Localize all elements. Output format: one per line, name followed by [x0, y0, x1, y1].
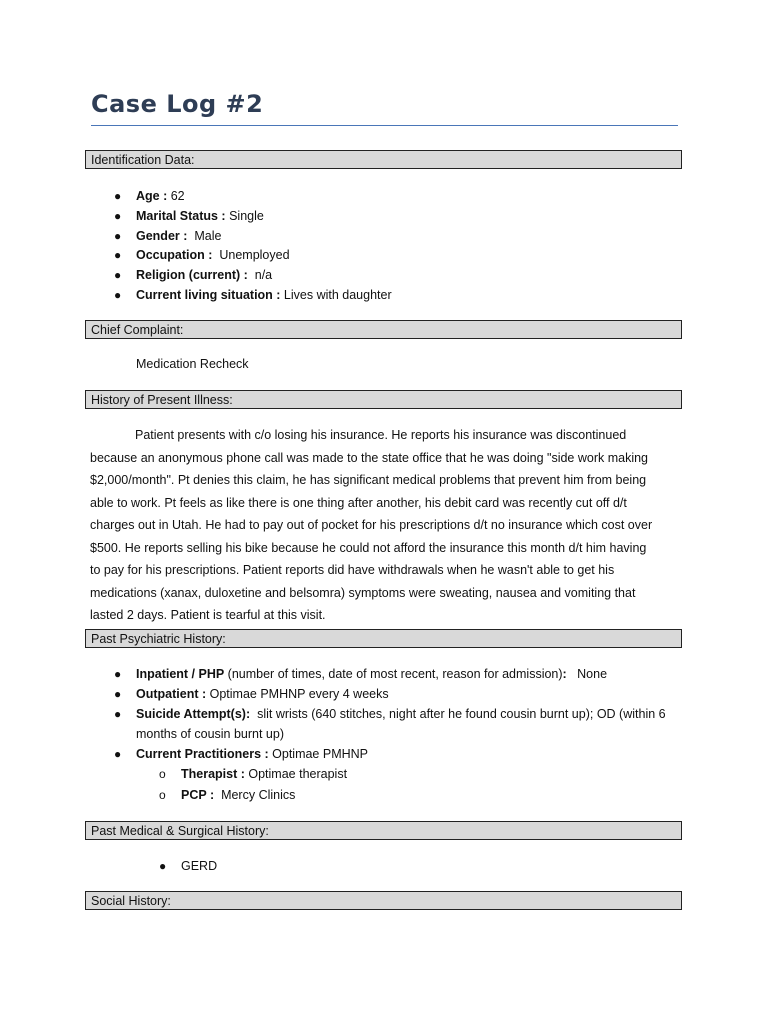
section-header-medical-history: Past Medical & Surgical History:: [85, 821, 682, 840]
bullet-icon: ●: [159, 859, 167, 873]
page-title: Case Log #2: [91, 90, 264, 118]
bullet-icon: ●: [114, 667, 122, 681]
list-item-gerd: ● GERD: [181, 856, 217, 876]
bullet-icon: ●: [114, 268, 122, 282]
bullet-icon: ●: [114, 248, 122, 262]
bullet-icon: ●: [114, 189, 122, 203]
section-header-identification: Identification Data:: [85, 150, 682, 169]
bullet-icon: ●: [114, 209, 122, 223]
sub-item-therapist: o Therapist : Optimae therapist: [181, 764, 347, 784]
circle-bullet-icon: o: [159, 767, 166, 781]
circle-bullet-icon: o: [159, 788, 166, 802]
section-header-hpi: History of Present Illness:: [85, 390, 682, 409]
list-item-inpatient: ● Inpatient / PHP (number of times, date of most recent, reason for admission): None: [136, 664, 607, 684]
hpi-paragraph: Patient presents with c/o losing his insurance. He reports his insurance was discontinued because an anonymous phone call was made to the state office that he was doing "side work making $2,000/month". Pt denies this claim, he has significant medical problems that prevent him from being able to work. Pt feels as like there is one thing after another, his debit card was recently cut off d/t charges out in Utah. He had to pay out of pocket for his prescriptions d/t no insurance which cost over $500. He reports selling his bike because he could not afford the insurance this month d/t him having to pay for his prescriptions. Patient reports did have withdrawals when he wasn't able to get his medications (xanax, duloxetine and belsomra) symptoms were sweating, nausea and vomiting that lasted 2 days. Patient is tearful at this visit.: [90, 428, 653, 622]
list-item-occupation: ● Occupation : Unemployed: [136, 245, 290, 265]
list-item-suicide-attempts: ● Suicide Attempt(s): slit wrists (640 stitches, night after he found cousin burnt up); OD (within 6: [136, 704, 666, 724]
chief-complaint-text: Medication Recheck: [136, 357, 249, 371]
section-header-psych-history: Past Psychiatric History:: [85, 629, 682, 648]
list-item-religion: ● Religion (current) : n/a: [136, 265, 272, 285]
list-item-gender: ● Gender : Male: [136, 226, 221, 246]
section-header-chief-complaint: Chief Complaint:: [85, 320, 682, 339]
list-item-outpatient: ● Outpatient : Optimae PMHNP every 4 weeks: [136, 684, 389, 704]
section-header-social-history: Social History:: [85, 891, 682, 910]
bullet-icon: ●: [114, 747, 122, 761]
title-divider: [91, 125, 678, 126]
list-item-marital-status: ● Marital Status : Single: [136, 206, 264, 226]
list-item-age: ● Age : 62: [136, 186, 185, 206]
bullet-icon: ●: [114, 707, 122, 721]
sub-item-pcp: o PCP : Mercy Clinics: [181, 785, 295, 805]
list-item-living-situation: ● Current living situation : Lives with daughter: [136, 285, 392, 305]
bullet-icon: ●: [114, 229, 122, 243]
bullet-icon: ●: [114, 288, 122, 302]
list-item-current-practitioners: ● Current Practitioners : Optimae PMHNP: [136, 744, 368, 764]
bullet-icon: ●: [114, 687, 122, 701]
list-item-suicide-attempts-cont: months of cousin burnt up): [136, 727, 284, 741]
